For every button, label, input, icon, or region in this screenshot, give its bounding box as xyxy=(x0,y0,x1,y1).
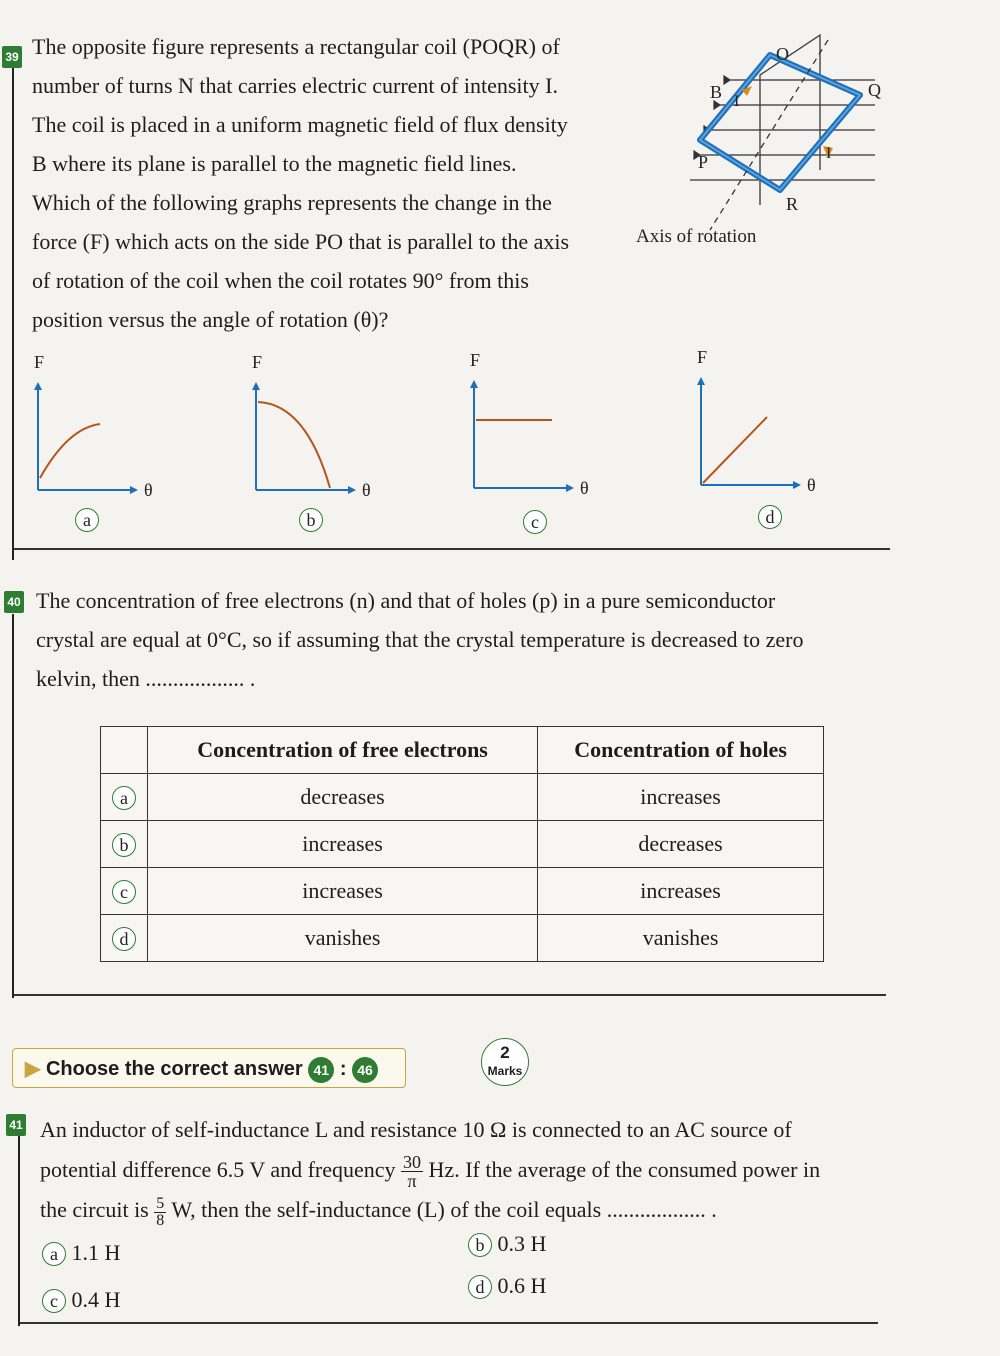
graph-d xyxy=(697,350,816,495)
y-label: F xyxy=(252,352,263,372)
question-41-line-3: the circuit is $\frac{5}{8}$ W, then the self-inductance (L) of the coil equals .................. . xyxy=(40,1194,717,1229)
question-41-text xyxy=(40,1110,820,1229)
banner-from: 41 xyxy=(308,1057,334,1083)
option-c-text: 0.4 H xyxy=(71,1287,121,1312)
x-axis-arrow-icon xyxy=(348,486,356,494)
question-41-line-2: potential difference 6.5 V and frequency $\frac{30}{\pi}$ Hz. If the average of the consumed power in xyxy=(40,1152,821,1192)
question-40-margin-bar xyxy=(12,614,14,998)
graph-b xyxy=(252,352,371,500)
question-41-line-1: An inductor of self-inductance L and resistance 10 Ω is connected to an AC source of xyxy=(40,1117,792,1142)
graph-a xyxy=(34,352,153,500)
question-40-line: kelvin, then .................. . xyxy=(36,666,256,691)
graph-c xyxy=(470,350,589,498)
power-fraction: $\frac{5}{8}$ xyxy=(156,1194,165,1229)
x-axis-arrow-icon xyxy=(566,484,574,492)
x-axis-arrow-icon xyxy=(130,486,138,494)
cell-holes: decreases xyxy=(538,821,824,868)
curve-rising-curve xyxy=(40,424,100,478)
question-39-margin-bar xyxy=(12,68,14,560)
cell-electrons: vanishes xyxy=(148,915,538,962)
option-a[interactable]: a 1.1 H xyxy=(42,1240,120,1266)
curve-falling-curve xyxy=(258,402,330,488)
y-axis-arrow-icon xyxy=(697,377,705,385)
cell-holes: increases xyxy=(538,868,824,915)
table-row[interactable] xyxy=(101,915,824,962)
option-b[interactable]: b 0.3 H xyxy=(468,1231,546,1257)
y-label: F xyxy=(34,352,45,372)
cell-holes: increases xyxy=(538,774,824,821)
coil-figure xyxy=(630,30,900,255)
banner-text: Choose the correct answer xyxy=(45,1058,303,1080)
frequency-fraction: $\frac{30}{\pi}$ xyxy=(403,1152,422,1192)
y-axis-arrow-icon xyxy=(470,380,478,388)
option-a-text: 1.1 H xyxy=(71,1240,121,1265)
y-label: F xyxy=(697,350,708,367)
label-b: B xyxy=(710,82,723,102)
question-number-39: 39 xyxy=(2,46,22,68)
question-39-line: position versus the angle of rotation (θ)? xyxy=(32,307,389,332)
marks-badge xyxy=(481,1038,529,1086)
row-option[interactable]: c xyxy=(101,868,148,915)
curve-linear-rising xyxy=(703,417,767,483)
column-header-electrons: Concentration of free electrons xyxy=(148,727,538,774)
cell-electrons: increases xyxy=(148,868,538,915)
cell-holes: vanishes xyxy=(538,915,824,962)
banner-to: 46 xyxy=(352,1057,378,1083)
concentration-table xyxy=(100,726,824,962)
divider xyxy=(14,548,890,550)
table-header-row xyxy=(101,727,824,774)
row-option[interactable]: b xyxy=(101,821,148,868)
cell-electrons: decreases xyxy=(148,774,538,821)
graph-option-b[interactable]: b xyxy=(299,508,323,532)
axis-caption: Axis of rotation xyxy=(636,226,757,247)
table-row[interactable] xyxy=(101,868,824,915)
marks-label: Marks xyxy=(487,1064,523,1078)
question-39-line: Which of the following graphs represents the change in the xyxy=(32,190,552,215)
question-39-line: of rotation of the coil when the coil rotates 90° from this xyxy=(32,268,529,293)
question-number-40: 40 xyxy=(4,591,24,613)
graph-option-a[interactable]: a xyxy=(75,508,99,532)
label-o: O xyxy=(776,44,789,64)
row-option[interactable]: d xyxy=(101,915,148,962)
option-b-text: 0.3 H xyxy=(497,1231,547,1256)
question-39-text xyxy=(32,27,569,339)
cell-electrons: increases xyxy=(148,821,538,868)
option-d-text: 0.6 H xyxy=(497,1273,547,1298)
x-axis-arrow-icon xyxy=(793,481,801,489)
graph-option-d[interactable]: d xyxy=(758,505,782,529)
x-label: θ xyxy=(807,475,816,495)
label-i-top: I xyxy=(734,93,740,110)
question-number-41: 41 xyxy=(6,1114,26,1136)
row-option[interactable]: a xyxy=(101,774,148,821)
marks-value: 2 xyxy=(500,1043,510,1062)
column-header-holes: Concentration of holes xyxy=(538,727,824,774)
table-row[interactable] xyxy=(101,821,824,868)
section-banner: ▶ Choose the correct answer 41 : 46 xyxy=(12,1048,406,1088)
x-label: θ xyxy=(362,480,371,500)
y-axis-arrow-icon xyxy=(34,382,42,390)
divider xyxy=(14,994,886,996)
option-d[interactable]: d 0.6 H xyxy=(468,1273,546,1299)
divider xyxy=(20,1322,878,1324)
label-r: R xyxy=(786,194,799,214)
x-label: θ xyxy=(580,478,589,498)
label-i-right: I xyxy=(826,145,832,162)
table-corner xyxy=(101,727,148,774)
question-39-line: force (F) which acts on the side PO that is parallel to the axis xyxy=(32,229,570,254)
label-p: P xyxy=(698,152,709,172)
question-40-line: crystal are equal at 0°C, so if assuming that the crystal temperature is decreased to zero xyxy=(36,627,804,652)
x-label: θ xyxy=(144,480,153,500)
question-40-line: The concentration of free electrons (n) and that of holes (p) in a pure semiconductor xyxy=(36,588,776,613)
label-q: Q xyxy=(868,80,881,100)
question-40-text xyxy=(36,581,804,698)
y-axis-arrow-icon xyxy=(252,382,260,390)
option-c[interactable]: c 0.4 H xyxy=(42,1287,120,1313)
banner-sep: : xyxy=(339,1058,347,1080)
question-41-margin-bar xyxy=(18,1136,20,1326)
graph-option-c[interactable]: c xyxy=(523,510,547,534)
table-row[interactable] xyxy=(101,774,824,821)
y-label: F xyxy=(470,350,481,370)
question-39-line: The coil is placed in a uniform magnetic field of flux density xyxy=(32,112,568,137)
question-39-line: The opposite figure represents a rectangular coil (POQR) of xyxy=(32,34,560,59)
question-39-line: number of turns N that carries electric current of intensity I. xyxy=(32,73,558,98)
question-39-line: B where its plane is parallel to the magnetic field lines. xyxy=(32,151,517,176)
